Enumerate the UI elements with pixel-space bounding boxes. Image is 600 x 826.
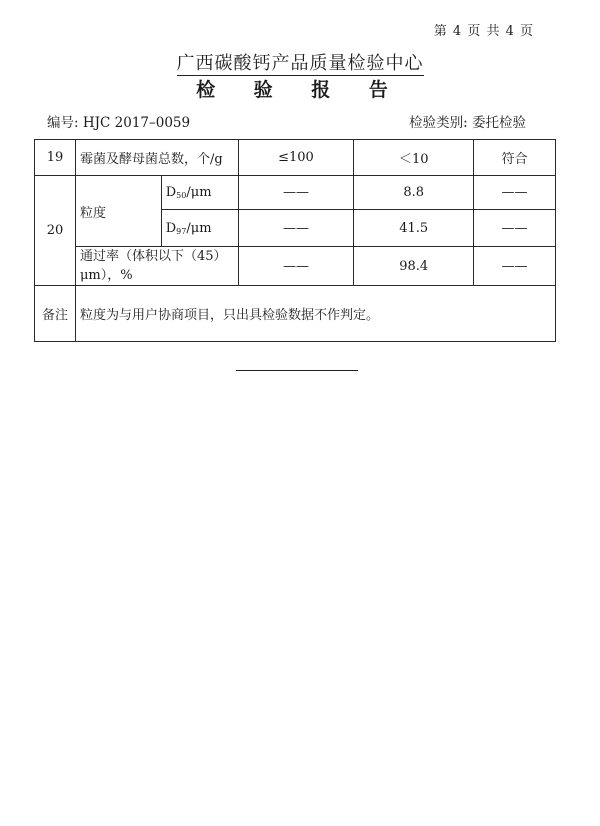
remark-label: 备注 [35,286,76,342]
standard-value: —— [238,176,354,210]
sub-item-d50: $D_{50}/\mu m$ [161,176,238,210]
item-name: 通过率（体积以下（45）μm），% [75,247,238,286]
table-row [35,140,556,176]
inspection-type: 检验类别: 委托检验 [409,115,526,131]
table-row [35,286,556,342]
remark-text: 粒度为与用户协商项目，只出具检验数据不作判定。 [75,286,555,342]
result-value: ＜10 [354,140,474,176]
result-value: 41.5 [354,210,474,247]
standard-value: ≤100 [238,140,354,176]
item-name: 霉菌及酵母菌总数，个/g [75,140,238,176]
table-row [35,247,556,286]
row-number: 20 [35,176,76,286]
row-number: 19 [35,140,76,176]
organization-name-text: 广西碳酸钙产品质量检验中心 [176,53,424,74]
subscript: 50 [176,191,187,200]
verdict: —— [474,176,556,210]
report-code: 编号: HJC 2017–0059 [47,115,191,131]
result-value: 98.4 [354,247,474,286]
sub-item-d97: $D_{97}/\mu m$ [161,210,238,247]
organization-name [0,49,600,75]
verdict: —— [474,247,556,286]
item-name: 粒度 [75,176,161,247]
verdict: —— [474,210,556,247]
standard-value: —— [238,247,354,286]
table-row [35,176,556,210]
standard-value: —— [238,210,354,247]
end-separator-line [236,370,358,371]
result-value: 8.8 [354,176,474,210]
subscript: 97 [176,226,187,236]
results-table [34,139,556,342]
page-number: 第 4 页 共 4 页 [433,24,534,39]
report-title: 检 验 报 告 [196,79,404,101]
verdict: 符合 [474,140,556,176]
